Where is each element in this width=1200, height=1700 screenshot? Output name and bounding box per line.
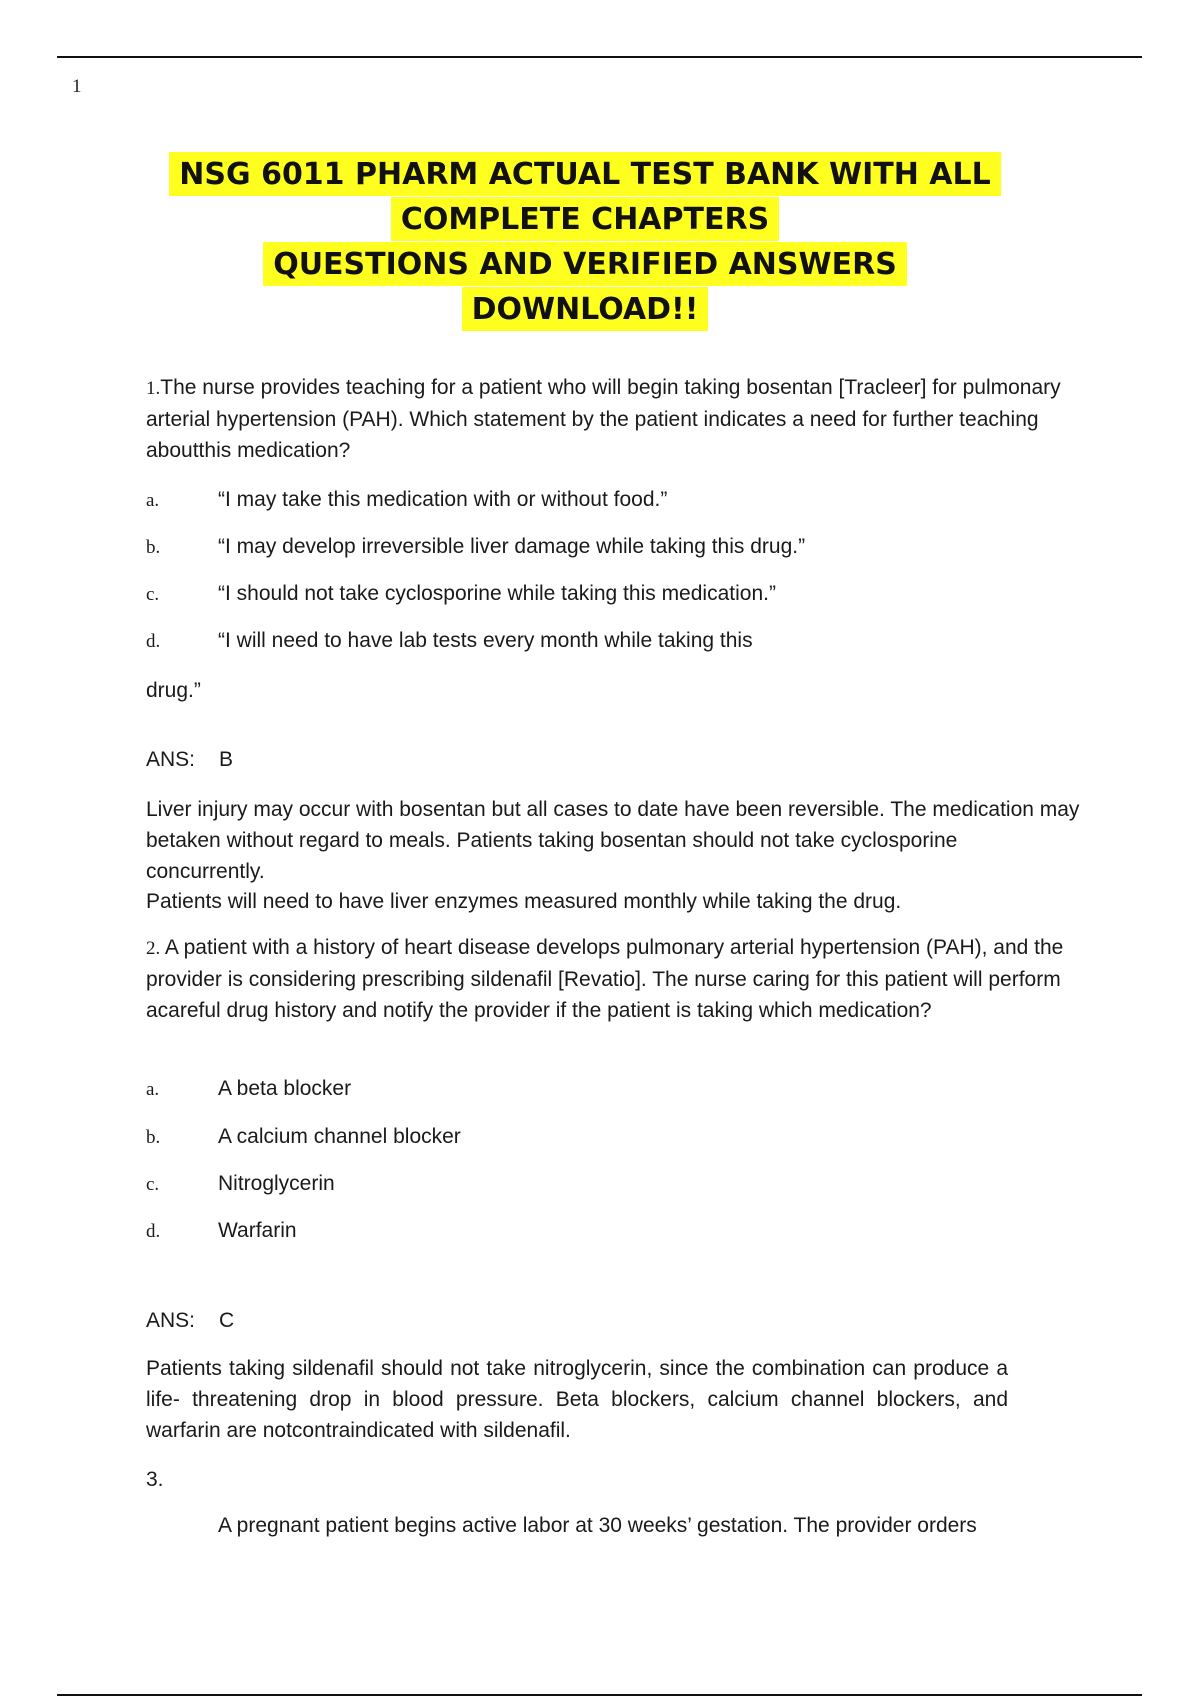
option-text: “I may develop irreversible liver damage while taking this drug.”	[218, 535, 806, 558]
option-letter: d.	[146, 1221, 161, 1242]
question-1-number: 1.	[146, 378, 161, 399]
option-letter: c.	[146, 1174, 160, 1195]
option-letter: a.	[146, 490, 160, 511]
top-rule	[57, 56, 1142, 58]
question-1-option-b	[146, 531, 805, 563]
option-text: Warfarin	[218, 1219, 297, 1242]
question-1-rationale: Liver injury may occur with bosentan but all cases to date have been reversible. The medication may betaken without regard to meals. Patients taking bosentan should not take cyclosporine concurrently.	[146, 798, 1080, 883]
answer-label: ANS:	[146, 1309, 196, 1332]
option-text: “I should not take cyclosporine while taking this medication.”	[218, 582, 776, 605]
question-1-rationale-2: Patients will need to have liver enzymes measured monthly while taking the drug.	[146, 890, 902, 913]
question-2-option-a	[146, 1073, 351, 1105]
title-line-3: QUESTIONS AND VERIFIED ANSWERS	[263, 242, 907, 286]
question-1-text: The nurse provides teaching for a patient who will begin taking bosentan [Tracleer] for pulmonary arterial hypertension (PAH). Which statement by the patient indicates a need for further teaching aboutthis medication?	[146, 376, 1061, 462]
answer-value: C	[219, 1309, 235, 1332]
option-letter: b.	[146, 1127, 161, 1148]
page-number: 1	[72, 76, 82, 97]
question-1-answer	[146, 744, 233, 775]
question-2-rationale: Patients taking sildenafil should not take nitroglycerin, since the combination can produce a life- threatening drop in blood pressure. Beta blockers, calcium channel blockers, and warfarin are notcontraindicated with sildenafil.	[146, 1357, 1008, 1442]
question-2-number: 2.	[146, 938, 161, 959]
document-title	[0, 152, 1170, 332]
option-text: A beta blocker	[218, 1077, 352, 1100]
option-text: “I may take this medication with or without food.”	[218, 488, 668, 511]
title-line-4: DOWNLOAD!!	[462, 287, 709, 331]
question-2-stem	[146, 932, 1081, 1026]
question-1-stem	[146, 372, 1081, 466]
question-2-option-d	[146, 1215, 297, 1247]
option-text: A calcium channel blocker	[218, 1125, 461, 1148]
question-3-number: 3.	[146, 1468, 164, 1491]
question-1-option-d-continuation: drug.”	[146, 679, 201, 702]
answer-label: ANS:	[146, 748, 196, 771]
option-letter: d.	[146, 631, 161, 652]
question-1-option-a	[146, 484, 667, 516]
question-1-option-d	[146, 625, 753, 657]
option-text: “I will need to have lab tests every month while taking this	[218, 629, 753, 652]
title-line-2: COMPLETE CHAPTERS	[391, 197, 779, 241]
option-letter: b.	[146, 537, 161, 558]
title-line-1: NSG 6011 PHARM ACTUAL TEST BANK WITH ALL	[169, 152, 1000, 196]
question-2-option-b	[146, 1121, 461, 1153]
option-letter: a.	[146, 1079, 160, 1100]
option-text: Nitroglycerin	[218, 1172, 335, 1195]
bottom-rule	[57, 1694, 1142, 1696]
answer-value: B	[219, 748, 234, 771]
question-2-text: A patient with a history of heart disease develops pulmonary arterial hypertension (PAH), and the provider is considering prescribing sildenafil [Revatio]. The nurse caring for this patient will perform acareful drug history and notify the provider if the patient is taking which medication?	[146, 936, 1064, 1022]
option-letter: c.	[146, 584, 160, 605]
question-3-stem: A pregnant patient begins active labor at 30 weeks’ gestation. The provider orders	[218, 1514, 977, 1537]
question-1-option-c	[146, 578, 776, 610]
question-2-option-c	[146, 1168, 335, 1200]
question-2-answer	[146, 1305, 234, 1336]
